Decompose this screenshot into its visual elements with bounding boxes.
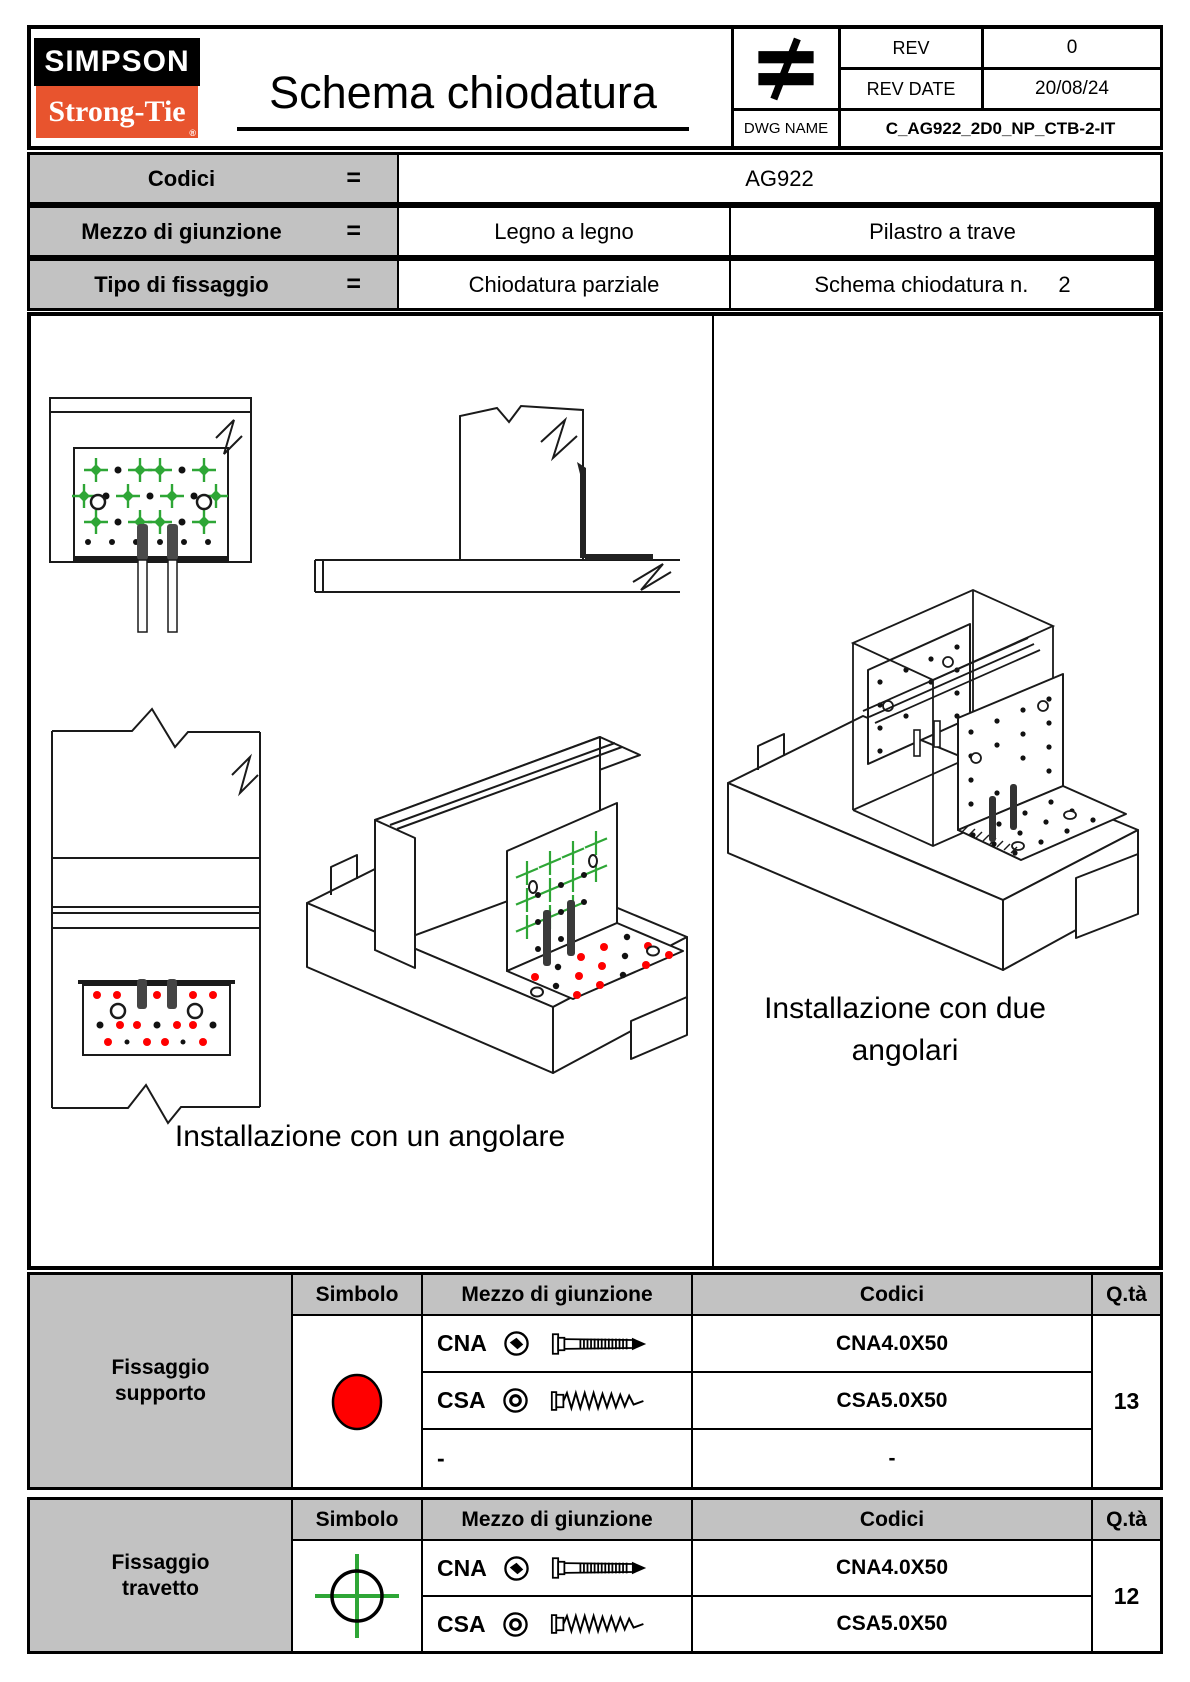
isometric-two-brackets-drawing bbox=[718, 578, 1148, 978]
info-value-schema-n: Schema chiodatura n. 2 bbox=[731, 261, 1154, 308]
support-red-circle-icon bbox=[293, 1316, 421, 1487]
logo-simpson-text: SIMPSON bbox=[34, 38, 200, 86]
rev-date-value: 20/08/24 bbox=[984, 70, 1160, 108]
qty-travetto: 12 bbox=[1093, 1541, 1160, 1651]
sheet-header bbox=[27, 25, 1163, 150]
info-value-pilastro: Pilastro a trave bbox=[731, 208, 1154, 255]
csa-screw-head-icon bbox=[502, 1387, 529, 1414]
simpson-strongtie-logo bbox=[34, 38, 200, 138]
dwg-name-label: DWG NAME bbox=[734, 111, 838, 146]
info-row-codici bbox=[27, 152, 1163, 205]
code-csa: CSA5.0X50 bbox=[693, 1597, 1091, 1651]
cna-ring-nail-icon bbox=[546, 1552, 661, 1584]
info-label-fissaggio: Tipo di fissaggio = bbox=[30, 261, 397, 308]
csa-screw-icon bbox=[545, 1608, 660, 1640]
code-cna: CNA4.0X50 bbox=[693, 1316, 1091, 1371]
page-title: Schema chiodatura bbox=[237, 67, 689, 131]
row-csa: CSA bbox=[423, 1373, 691, 1428]
rev-date-label: REV DATE bbox=[841, 70, 981, 108]
info-label-codici: Codici = bbox=[30, 155, 397, 202]
panel-divider-line bbox=[712, 316, 714, 1266]
header-codici: Codici bbox=[693, 1500, 1091, 1539]
info-value-codici: AG922 bbox=[399, 155, 1160, 202]
info-value-chiodatura: Chiodatura parziale bbox=[399, 261, 729, 308]
front-view-drawing bbox=[48, 372, 253, 642]
registered-mark: ® bbox=[189, 128, 196, 138]
not-equal-icon bbox=[734, 29, 838, 108]
info-label-mezzo: Mezzo di giunzione = bbox=[30, 208, 397, 255]
header-simbolo: Simbolo bbox=[293, 1275, 421, 1314]
logo-strongtie-text: Strong-Tie ® bbox=[36, 86, 198, 138]
header-qta: Q.tà bbox=[1093, 1500, 1160, 1539]
header-simbolo: Simbolo bbox=[293, 1500, 421, 1539]
caption-two-brackets: Installazione con due angolari bbox=[764, 992, 1046, 1067]
cna-ring-nail-icon bbox=[546, 1328, 661, 1360]
row-label-fissaggio-supporto: Fissaggio supporto bbox=[30, 1275, 291, 1487]
fastener-table-supporto bbox=[27, 1272, 1163, 1490]
csa-screw-icon bbox=[545, 1385, 660, 1417]
equals-sign: = bbox=[346, 270, 361, 298]
title-block bbox=[731, 29, 1159, 146]
equals-sign: = bbox=[346, 217, 361, 245]
info-value-legno: Legno a legno bbox=[399, 208, 729, 255]
code-dash: - bbox=[693, 1430, 1091, 1487]
row-csa: CSA bbox=[423, 1597, 691, 1651]
header-codici: Codici bbox=[693, 1275, 1091, 1314]
row-label-fissaggio-travetto: Fissaggio travetto bbox=[30, 1500, 291, 1651]
fastener-table-travetto bbox=[27, 1497, 1163, 1654]
rev-value: 0 bbox=[984, 29, 1160, 67]
joist-green-crosshair-icon bbox=[293, 1541, 421, 1651]
code-cna: CNA4.0X50 bbox=[693, 1541, 1091, 1595]
row-cna: CNA bbox=[423, 1541, 691, 1595]
info-row-mezzo bbox=[27, 205, 1163, 258]
dwg-name-value: C_AG922_2D0_NP_CTB-2-IT bbox=[841, 111, 1160, 146]
equals-sign: = bbox=[346, 164, 361, 192]
info-row-fissaggio bbox=[27, 258, 1163, 311]
qty-supporto: 13 bbox=[1093, 1316, 1160, 1487]
header-mezzo-di-giunzione: Mezzo di giunzione bbox=[423, 1275, 691, 1314]
isometric-one-bracket-drawing bbox=[295, 655, 700, 1080]
schema-number: 2 bbox=[1058, 271, 1071, 297]
csa-screw-head-icon bbox=[502, 1611, 529, 1638]
rev-label: REV bbox=[841, 29, 981, 67]
row-dash: - bbox=[423, 1430, 691, 1487]
side-view-drawing bbox=[285, 392, 685, 607]
support-front-drawing bbox=[48, 695, 263, 1130]
row-cna: CNA bbox=[423, 1316, 691, 1371]
caption-one-bracket: Installazione con un angolare bbox=[174, 1120, 566, 1153]
cna-nail-head-icon bbox=[503, 1555, 530, 1582]
header-mezzo-di-giunzione: Mezzo di giunzione bbox=[423, 1500, 691, 1539]
cna-nail-head-icon bbox=[503, 1330, 530, 1357]
drawing-area bbox=[27, 312, 1163, 1270]
code-csa: CSA5.0X50 bbox=[693, 1373, 1091, 1428]
header-qta: Q.tà bbox=[1093, 1275, 1160, 1314]
